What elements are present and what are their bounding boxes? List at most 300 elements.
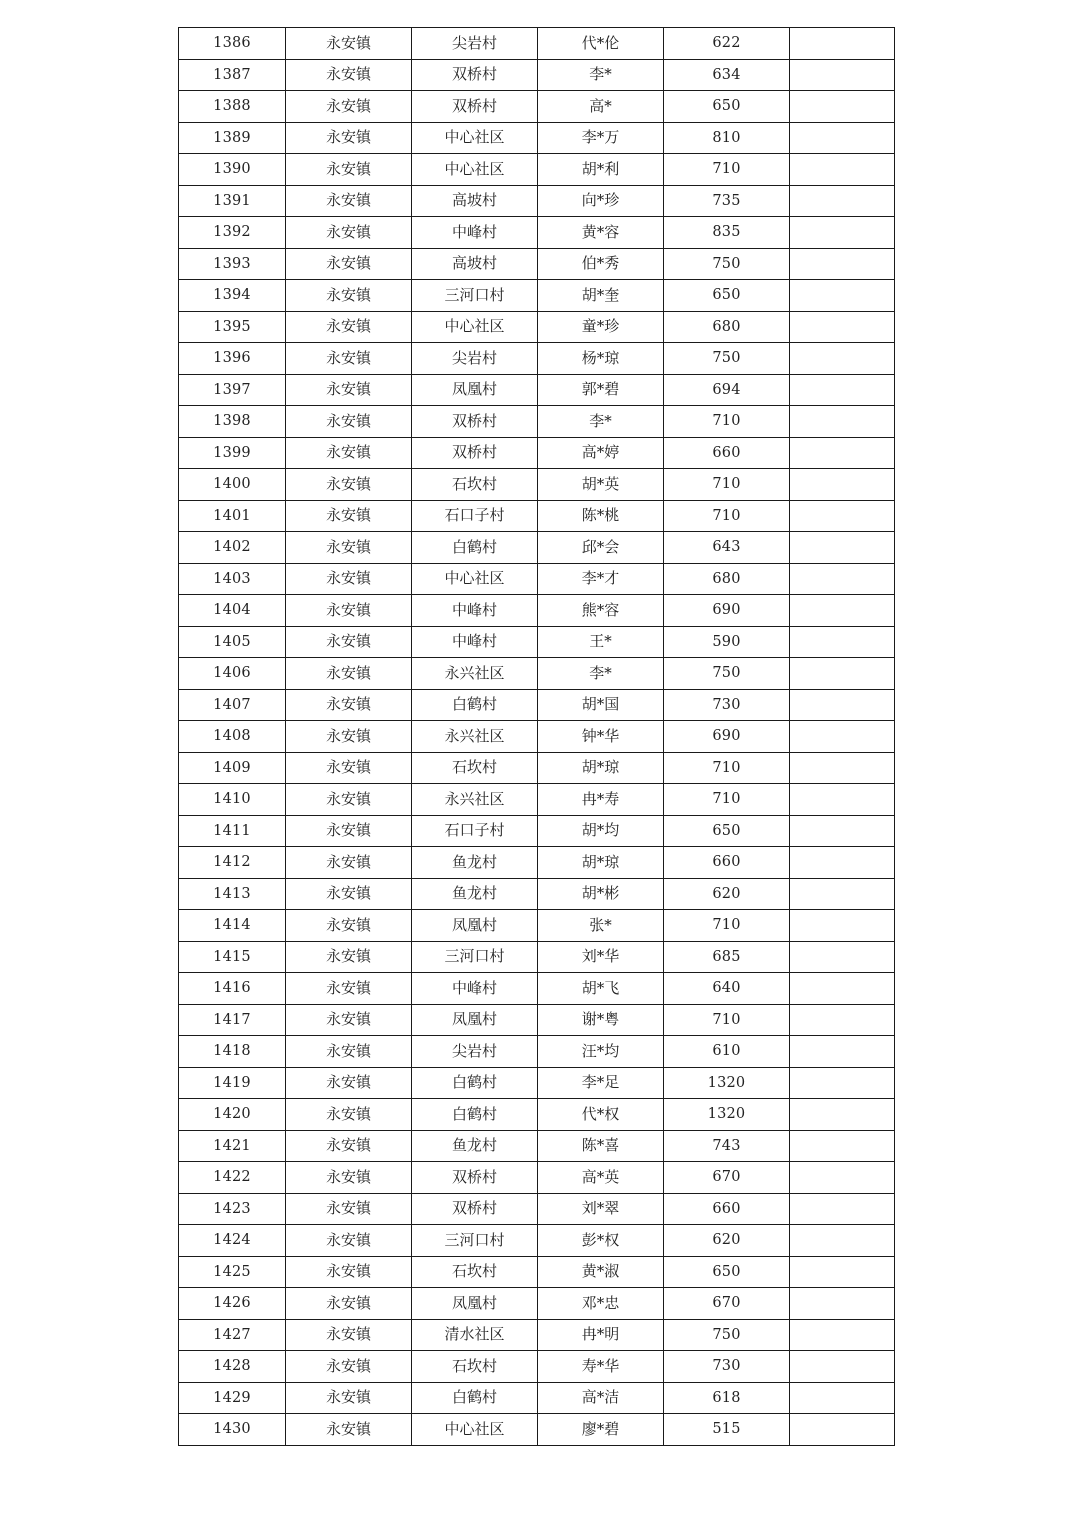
village-cell: 凤凰村	[412, 910, 538, 942]
village-cell: 双桥村	[412, 59, 538, 91]
village-cell: 双桥村	[412, 437, 538, 469]
name-cell: 陈*喜	[538, 1130, 664, 1162]
name-cell: 刘*华	[538, 941, 664, 973]
amount-cell: 710	[664, 154, 790, 186]
serial-number-cell: 1416	[179, 973, 286, 1005]
name-cell: 王*	[538, 626, 664, 658]
amount-cell: 710	[664, 752, 790, 784]
serial-number-cell: 1401	[179, 500, 286, 532]
town-cell: 永安镇	[286, 973, 412, 1005]
name-cell: 汪*均	[538, 1036, 664, 1068]
remark-cell	[790, 248, 895, 280]
table-row	[179, 1414, 895, 1446]
village-cell: 白鹤村	[412, 1382, 538, 1414]
name-cell: 杨*琼	[538, 343, 664, 375]
remark-cell	[790, 626, 895, 658]
serial-number-cell: 1402	[179, 532, 286, 564]
town-cell: 永安镇	[286, 374, 412, 406]
town-cell: 永安镇	[286, 532, 412, 564]
name-cell: 胡*奎	[538, 280, 664, 312]
amount-cell: 685	[664, 941, 790, 973]
town-cell: 永安镇	[286, 1036, 412, 1068]
serial-number-cell: 1405	[179, 626, 286, 658]
amount-cell: 680	[664, 311, 790, 343]
table-row	[179, 1004, 895, 1036]
serial-number-cell: 1428	[179, 1351, 286, 1383]
serial-number-cell: 1396	[179, 343, 286, 375]
village-cell: 石坎村	[412, 752, 538, 784]
serial-number-cell: 1422	[179, 1162, 286, 1194]
town-cell: 永安镇	[286, 1067, 412, 1099]
village-cell: 石口子村	[412, 815, 538, 847]
village-cell: 凤凰村	[412, 374, 538, 406]
name-cell: 李*	[538, 658, 664, 690]
town-cell: 永安镇	[286, 815, 412, 847]
name-cell: 代*权	[538, 1099, 664, 1131]
remark-cell	[790, 343, 895, 375]
amount-cell: 710	[664, 784, 790, 816]
table-row	[179, 1288, 895, 1320]
town-cell: 永安镇	[286, 1351, 412, 1383]
remark-cell	[790, 406, 895, 438]
village-cell: 中心社区	[412, 154, 538, 186]
amount-cell: 622	[664, 28, 790, 60]
name-cell: 代*伦	[538, 28, 664, 60]
village-cell: 中峰村	[412, 626, 538, 658]
serial-number-cell: 1394	[179, 280, 286, 312]
serial-number-cell: 1430	[179, 1414, 286, 1446]
village-cell: 鱼龙村	[412, 1130, 538, 1162]
amount-cell: 710	[664, 469, 790, 501]
village-cell: 白鹤村	[412, 1067, 538, 1099]
name-cell: 胡*琼	[538, 847, 664, 879]
serial-number-cell: 1418	[179, 1036, 286, 1068]
amount-cell: 710	[664, 500, 790, 532]
town-cell: 永安镇	[286, 721, 412, 753]
town-cell: 永安镇	[286, 469, 412, 501]
table-row	[179, 752, 895, 784]
remark-cell	[790, 689, 895, 721]
table-row	[179, 437, 895, 469]
remark-cell	[790, 185, 895, 217]
name-cell: 胡*琼	[538, 752, 664, 784]
table-row	[179, 280, 895, 312]
town-cell: 永安镇	[286, 689, 412, 721]
remark-cell	[790, 1130, 895, 1162]
table-row	[179, 59, 895, 91]
table-row	[179, 941, 895, 973]
remark-cell	[790, 374, 895, 406]
town-cell: 永安镇	[286, 1414, 412, 1446]
table-row	[179, 248, 895, 280]
village-cell: 石坎村	[412, 1256, 538, 1288]
table-row	[179, 28, 895, 60]
town-cell: 永安镇	[286, 752, 412, 784]
town-cell: 永安镇	[286, 437, 412, 469]
serial-number-cell: 1417	[179, 1004, 286, 1036]
amount-cell: 750	[664, 248, 790, 280]
amount-cell: 750	[664, 658, 790, 690]
table-row	[179, 217, 895, 249]
table-row	[179, 1319, 895, 1351]
name-cell: 刘*翠	[538, 1193, 664, 1225]
remark-cell	[790, 1004, 895, 1036]
village-cell: 鱼龙村	[412, 847, 538, 879]
town-cell: 永安镇	[286, 626, 412, 658]
name-cell: 邓*忠	[538, 1288, 664, 1320]
table-row	[179, 1067, 895, 1099]
serial-number-cell: 1412	[179, 847, 286, 879]
amount-cell: 750	[664, 343, 790, 375]
village-cell: 尖岩村	[412, 1036, 538, 1068]
town-cell: 永安镇	[286, 1004, 412, 1036]
serial-number-cell: 1415	[179, 941, 286, 973]
village-cell: 凤凰村	[412, 1004, 538, 1036]
remark-cell	[790, 658, 895, 690]
serial-number-cell: 1387	[179, 59, 286, 91]
amount-cell: 660	[664, 437, 790, 469]
remark-cell	[790, 59, 895, 91]
amount-cell: 618	[664, 1382, 790, 1414]
village-cell: 双桥村	[412, 91, 538, 123]
village-cell: 清水社区	[412, 1319, 538, 1351]
remark-cell	[790, 784, 895, 816]
name-cell: 胡*国	[538, 689, 664, 721]
town-cell: 永安镇	[286, 59, 412, 91]
village-cell: 中心社区	[412, 563, 538, 595]
amount-cell: 680	[664, 563, 790, 595]
remark-cell	[790, 1193, 895, 1225]
serial-number-cell: 1400	[179, 469, 286, 501]
town-cell: 永安镇	[286, 1319, 412, 1351]
amount-cell: 620	[664, 878, 790, 910]
village-cell: 中峰村	[412, 973, 538, 1005]
remark-cell	[790, 595, 895, 627]
serial-number-cell: 1404	[179, 595, 286, 627]
serial-number-cell: 1407	[179, 689, 286, 721]
amount-cell: 690	[664, 721, 790, 753]
amount-cell: 743	[664, 1130, 790, 1162]
amount-cell: 810	[664, 122, 790, 154]
remark-cell	[790, 1351, 895, 1383]
village-cell: 三河口村	[412, 941, 538, 973]
amount-cell: 730	[664, 1351, 790, 1383]
town-cell: 永安镇	[286, 847, 412, 879]
serial-number-cell: 1406	[179, 658, 286, 690]
remark-cell	[790, 1256, 895, 1288]
town-cell: 永安镇	[286, 500, 412, 532]
amount-cell: 590	[664, 626, 790, 658]
table-row	[179, 1130, 895, 1162]
serial-number-cell: 1397	[179, 374, 286, 406]
name-cell: 胡*英	[538, 469, 664, 501]
village-cell: 中心社区	[412, 311, 538, 343]
amount-cell: 620	[664, 1225, 790, 1257]
serial-number-cell: 1429	[179, 1382, 286, 1414]
remark-cell	[790, 91, 895, 123]
serial-number-cell: 1390	[179, 154, 286, 186]
town-cell: 永安镇	[286, 122, 412, 154]
amount-cell: 835	[664, 217, 790, 249]
remark-cell	[790, 500, 895, 532]
town-cell: 永安镇	[286, 1130, 412, 1162]
table-row	[179, 406, 895, 438]
name-cell: 冉*寿	[538, 784, 664, 816]
remark-cell	[790, 1067, 895, 1099]
amount-cell: 660	[664, 1193, 790, 1225]
remark-cell	[790, 28, 895, 60]
town-cell: 永安镇	[286, 784, 412, 816]
name-cell: 李*	[538, 59, 664, 91]
village-cell: 石口子村	[412, 500, 538, 532]
amount-cell: 640	[664, 973, 790, 1005]
table-row	[179, 343, 895, 375]
table-row	[179, 658, 895, 690]
remark-cell	[790, 122, 895, 154]
serial-number-cell: 1424	[179, 1225, 286, 1257]
village-cell: 双桥村	[412, 406, 538, 438]
remark-cell	[790, 532, 895, 564]
town-cell: 永安镇	[286, 91, 412, 123]
serial-number-cell: 1409	[179, 752, 286, 784]
table-row	[179, 1099, 895, 1131]
amount-cell: 710	[664, 1004, 790, 1036]
remark-cell	[790, 563, 895, 595]
town-cell: 永安镇	[286, 658, 412, 690]
table-row	[179, 500, 895, 532]
village-cell: 鱼龙村	[412, 878, 538, 910]
amount-cell: 650	[664, 1256, 790, 1288]
table-row	[179, 91, 895, 123]
name-cell: 李*足	[538, 1067, 664, 1099]
table-row	[179, 721, 895, 753]
table-row	[179, 1036, 895, 1068]
table-row	[179, 784, 895, 816]
remark-cell	[790, 815, 895, 847]
name-cell: 高*洁	[538, 1382, 664, 1414]
table-row	[179, 626, 895, 658]
serial-number-cell: 1398	[179, 406, 286, 438]
town-cell: 永安镇	[286, 248, 412, 280]
amount-cell: 650	[664, 815, 790, 847]
village-cell: 中心社区	[412, 1414, 538, 1446]
serial-number-cell: 1392	[179, 217, 286, 249]
village-cell: 永兴社区	[412, 721, 538, 753]
amount-cell: 694	[664, 374, 790, 406]
amount-cell: 660	[664, 847, 790, 879]
remark-cell	[790, 469, 895, 501]
amount-cell: 710	[664, 406, 790, 438]
remark-cell	[790, 437, 895, 469]
serial-number-cell: 1388	[179, 91, 286, 123]
village-cell: 白鹤村	[412, 1099, 538, 1131]
serial-number-cell: 1421	[179, 1130, 286, 1162]
remark-cell	[790, 752, 895, 784]
town-cell: 永安镇	[286, 910, 412, 942]
village-cell: 三河口村	[412, 1225, 538, 1257]
remark-cell	[790, 1036, 895, 1068]
amount-cell: 610	[664, 1036, 790, 1068]
town-cell: 永安镇	[286, 941, 412, 973]
town-cell: 永安镇	[286, 1099, 412, 1131]
serial-number-cell: 1426	[179, 1288, 286, 1320]
village-cell: 尖岩村	[412, 28, 538, 60]
amount-cell: 735	[664, 185, 790, 217]
town-cell: 永安镇	[286, 1225, 412, 1257]
serial-number-cell: 1393	[179, 248, 286, 280]
village-cell: 尖岩村	[412, 343, 538, 375]
remark-cell	[790, 217, 895, 249]
town-cell: 永安镇	[286, 311, 412, 343]
table-row	[179, 185, 895, 217]
remark-cell	[790, 847, 895, 879]
table-row	[179, 910, 895, 942]
remark-cell	[790, 878, 895, 910]
name-cell: 胡*均	[538, 815, 664, 847]
table-row	[179, 1225, 895, 1257]
remark-cell	[790, 1414, 895, 1446]
amount-cell: 634	[664, 59, 790, 91]
name-cell: 郭*碧	[538, 374, 664, 406]
table-row	[179, 563, 895, 595]
serial-number-cell: 1389	[179, 122, 286, 154]
table-row	[179, 878, 895, 910]
village-cell: 白鹤村	[412, 689, 538, 721]
town-cell: 永安镇	[286, 878, 412, 910]
table-row	[179, 1193, 895, 1225]
name-cell: 陈*桃	[538, 500, 664, 532]
remark-cell	[790, 1162, 895, 1194]
remark-cell	[790, 1288, 895, 1320]
remark-cell	[790, 721, 895, 753]
remark-cell	[790, 311, 895, 343]
table-row	[179, 1256, 895, 1288]
village-cell: 高坡村	[412, 248, 538, 280]
town-cell: 永安镇	[286, 28, 412, 60]
amount-cell: 650	[664, 91, 790, 123]
serial-number-cell: 1411	[179, 815, 286, 847]
table-row	[179, 154, 895, 186]
table-row	[179, 469, 895, 501]
name-cell: 邱*会	[538, 532, 664, 564]
table-row	[179, 1351, 895, 1383]
table-row	[179, 122, 895, 154]
town-cell: 永安镇	[286, 595, 412, 627]
serial-number-cell: 1395	[179, 311, 286, 343]
village-cell: 双桥村	[412, 1193, 538, 1225]
name-cell: 童*珍	[538, 311, 664, 343]
town-cell: 永安镇	[286, 185, 412, 217]
name-cell: 伯*秀	[538, 248, 664, 280]
town-cell: 永安镇	[286, 280, 412, 312]
serial-number-cell: 1386	[179, 28, 286, 60]
amount-cell: 730	[664, 689, 790, 721]
amount-cell: 1320	[664, 1067, 790, 1099]
name-cell: 高*	[538, 91, 664, 123]
village-cell: 三河口村	[412, 280, 538, 312]
amount-cell: 750	[664, 1319, 790, 1351]
serial-number-cell: 1419	[179, 1067, 286, 1099]
remark-cell	[790, 1225, 895, 1257]
amount-cell: 515	[664, 1414, 790, 1446]
serial-number-cell: 1420	[179, 1099, 286, 1131]
village-cell: 永兴社区	[412, 658, 538, 690]
remark-cell	[790, 910, 895, 942]
town-cell: 永安镇	[286, 563, 412, 595]
name-cell: 熊*容	[538, 595, 664, 627]
town-cell: 永安镇	[286, 1382, 412, 1414]
amount-cell: 690	[664, 595, 790, 627]
serial-number-cell: 1423	[179, 1193, 286, 1225]
serial-number-cell: 1403	[179, 563, 286, 595]
amount-cell: 670	[664, 1162, 790, 1194]
town-cell: 永安镇	[286, 406, 412, 438]
table-row	[179, 815, 895, 847]
serial-number-cell: 1414	[179, 910, 286, 942]
table-row	[179, 973, 895, 1005]
remark-cell	[790, 280, 895, 312]
table-body	[179, 28, 895, 1446]
remark-cell	[790, 1319, 895, 1351]
table-row	[179, 311, 895, 343]
amount-cell: 643	[664, 532, 790, 564]
village-cell: 白鹤村	[412, 532, 538, 564]
name-cell: 钟*华	[538, 721, 664, 753]
village-cell: 凤凰村	[412, 1288, 538, 1320]
name-cell: 胡*利	[538, 154, 664, 186]
remark-cell	[790, 1382, 895, 1414]
village-cell: 石坎村	[412, 1351, 538, 1383]
remark-cell	[790, 1099, 895, 1131]
name-cell: 向*珍	[538, 185, 664, 217]
serial-number-cell: 1391	[179, 185, 286, 217]
village-cell: 中心社区	[412, 122, 538, 154]
table-row	[179, 1382, 895, 1414]
amount-cell: 670	[664, 1288, 790, 1320]
table-row	[179, 847, 895, 879]
name-cell: 寿*华	[538, 1351, 664, 1383]
name-cell: 谢*粤	[538, 1004, 664, 1036]
data-table	[178, 27, 895, 1446]
name-cell: 高*英	[538, 1162, 664, 1194]
town-cell: 永安镇	[286, 343, 412, 375]
village-cell: 中峰村	[412, 595, 538, 627]
name-cell: 胡*飞	[538, 973, 664, 1005]
town-cell: 永安镇	[286, 1162, 412, 1194]
name-cell: 冉*明	[538, 1319, 664, 1351]
remark-cell	[790, 941, 895, 973]
name-cell: 胡*彬	[538, 878, 664, 910]
remark-cell	[790, 154, 895, 186]
town-cell: 永安镇	[286, 217, 412, 249]
name-cell: 彭*权	[538, 1225, 664, 1257]
village-cell: 中峰村	[412, 217, 538, 249]
table-row	[179, 689, 895, 721]
serial-number-cell: 1410	[179, 784, 286, 816]
serial-number-cell: 1399	[179, 437, 286, 469]
amount-cell: 650	[664, 280, 790, 312]
name-cell: 李*万	[538, 122, 664, 154]
remark-cell	[790, 973, 895, 1005]
table-row	[179, 1162, 895, 1194]
name-cell: 李*才	[538, 563, 664, 595]
village-cell: 永兴社区	[412, 784, 538, 816]
town-cell: 永安镇	[286, 1256, 412, 1288]
village-cell: 石坎村	[412, 469, 538, 501]
name-cell: 廖*碧	[538, 1414, 664, 1446]
serial-number-cell: 1408	[179, 721, 286, 753]
amount-cell: 1320	[664, 1099, 790, 1131]
